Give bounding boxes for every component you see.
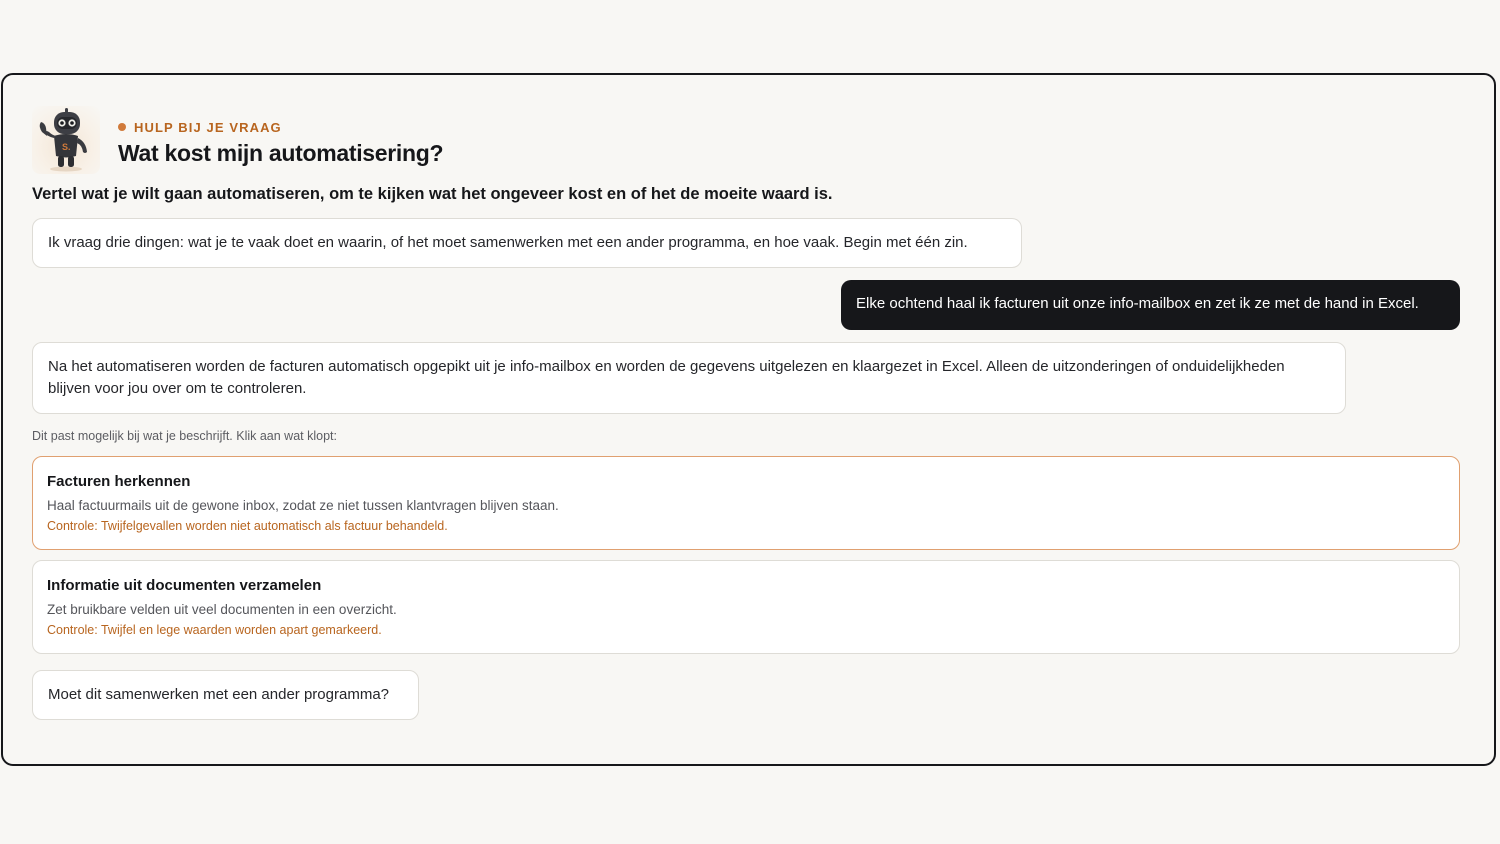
status-dot-icon	[118, 123, 126, 131]
page-title: Wat kost mijn automatisering?	[118, 140, 444, 166]
eyebrow-label: HULP BIJ JE VRAAG	[134, 119, 282, 135]
suggestion-hint: Dit past mogelijk bij wat je beschrijft. Klik aan wat klopt:	[32, 429, 337, 443]
option-card-facturen-herkennen[interactable]	[32, 456, 1460, 550]
page-subtitle: Vertel wat je wilt gaan automatiseren, om te kijken wat het ongeveer kost en of het de moeite waard is.	[32, 185, 833, 203]
option-description: Zet bruikbare velden uit veel documenten in een overzicht.	[47, 602, 397, 617]
assistant-message-question: Moet dit samenwerken met een ander programma?	[32, 670, 419, 720]
assistant-message-intro: Ik vraag drie dingen: wat je te vaak doet en waarin, of het moet samenwerken met een ander programma, en hoe vaak. Begin met één zin.	[32, 218, 1022, 268]
option-check: Controle: Twijfelgevallen worden niet automatisch als factuur behandeld.	[47, 519, 448, 533]
user-message: Elke ochtend haal ik facturen uit onze info-mailbox en zet ik ze met de hand in Excel.	[841, 280, 1460, 330]
option-check: Controle: Twijfel en lege waarden worden apart gemarkeerd.	[47, 623, 382, 637]
svg-text:S.: S.	[62, 142, 71, 152]
option-title: Facturen herkennen	[47, 473, 191, 490]
option-description: Haal factuurmails uit de gewone inbox, zodat ze niet tussen klantvragen blijven staan.	[47, 498, 559, 513]
option-card-informatie-verzamelen[interactable]	[32, 560, 1460, 654]
robot-mascot-icon	[32, 106, 100, 174]
chat-panel	[1, 73, 1496, 766]
option-title: Informatie uit documenten verzamelen	[47, 577, 322, 594]
eyebrow	[118, 118, 282, 136]
assistant-message-summary: Na het automatiseren worden de facturen automatisch opgepikt uit je info-mailbox en worden de gegevens uitgelezen en klaargezet in Excel. Alleen de uitzonderingen of onduidelijkheden blijven voor jou over om te controleren.	[32, 342, 1346, 414]
